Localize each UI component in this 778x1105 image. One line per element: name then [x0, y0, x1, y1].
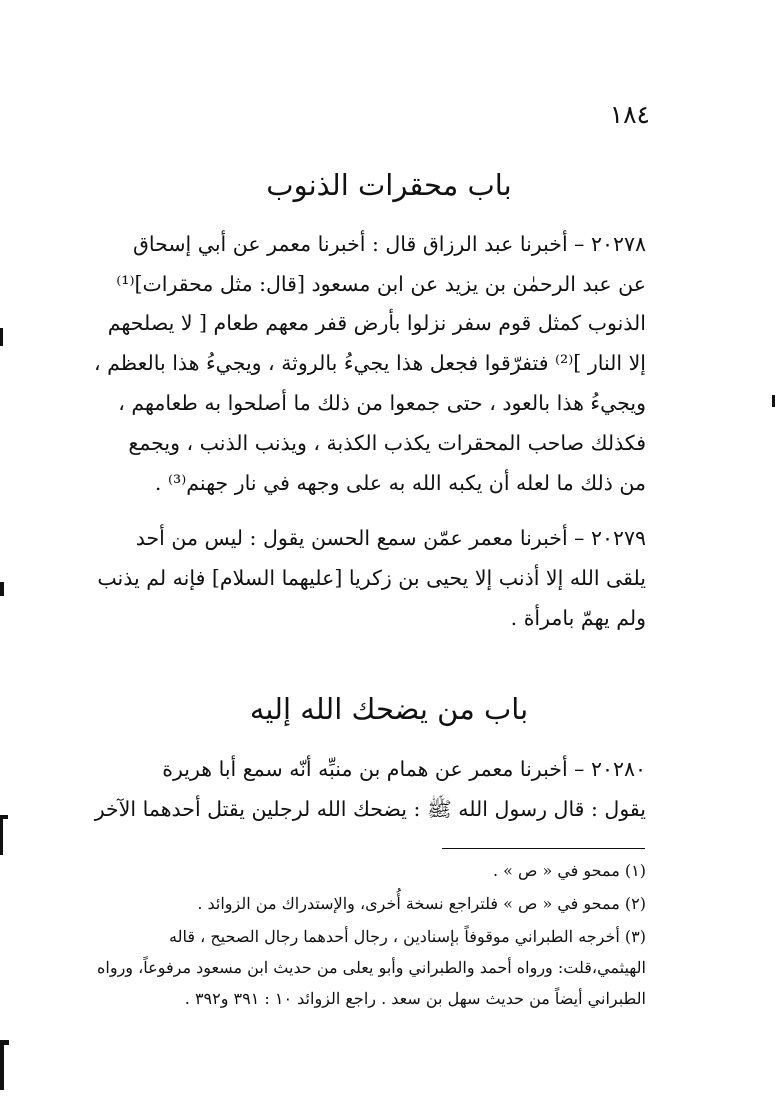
footnote: (٣) أخرجه الطبراني موقوفاً بإسنادين ، رجال أحدهما رجال الصحيح ، قاله [169, 927, 646, 946]
page-number: ١٨٤ [609, 100, 650, 129]
footnote-continued: الطبراني أيضاً من حديث سهل بن سعد . راجع الزوائد ١٠ : ٣٩١ و٣٩٢ . [184, 989, 646, 1008]
text-line: الذنوب كمثل قوم سفر نزلوا بأرض قفر معهم طعام [ لا يصلحهم [107, 311, 646, 335]
footnote: (١) ممحو في « ص » . [492, 861, 646, 880]
text-line: فكذلك صاحب المحقرات يكذب الكذبة ، ويذنب الذنب ، ويجمع [128, 431, 646, 455]
text-line: عن عبد الرحمٰن بن يزيد عن ابن مسعود [قال: مثل محقرات]⁽¹⁾ [116, 272, 646, 296]
scan-margin-mark [0, 1040, 4, 1090]
footnote: (٢) ممحو في « ص » فلتراجع نسخة أُخرى، والإستدراك من الزوائد . [197, 894, 646, 913]
chapter-heading-2: باب من يضحك الله إليه [249, 692, 529, 726]
text-line: ويجيءُ هذا بالعود ، حتى جمعوا من ذلك ما أصلحوا به طعامهم ، [118, 391, 646, 415]
text-line: يلقى الله إلا أذنب إلا يحيى بن زكريا [عليهما السلام] فإنه لم يذنب [97, 566, 646, 590]
text-line: ولم يهمّ بامرأة . [510, 606, 646, 630]
text-line: ٢٠٢٧٩ – أخبرنا معمر عمّن سمع الحسن يقول : ليس من أحد [135, 526, 646, 550]
text-line: يقول : قال رسول الله ﷺ : يضحك الله لرجلين يقتل أحدهما الآخر [94, 797, 646, 821]
text-line: ٢٠٢٨٠ – أخبرنا معمر عن همام بن منبِّه أنّه سمع أبا هريرة [162, 757, 646, 781]
scan-margin-mark [772, 395, 775, 407]
text-line: إلا النار ]⁽²⁾ فتفرّقوا فجعل هذا يجيءُ بالروثة ، ويجيءُ هذا بالعظم ، [94, 351, 646, 375]
footnote-continued: الهيثمي،قلت: ورواه أحمد والطبراني وأبو يعلى من حديث ابن مسعود مرفوعاً، ورواه [97, 958, 646, 977]
footnote-separator [442, 848, 645, 849]
text-line: ٢٠٢٧٨ – أخبرنا عبد الرزاق قال : أخبرنا معمر عن أبي إسحاق [132, 232, 646, 256]
scan-margin-mark [0, 815, 3, 855]
chapter-heading-1: باب محقرات الذنوب [266, 168, 512, 202]
text-line: من ذلك ما لعله أن يكبه الله به على وجهه في نار جهنم⁽³⁾ . [154, 471, 646, 495]
scan-margin-mark [0, 328, 3, 346]
scan-margin-mark [0, 582, 4, 596]
